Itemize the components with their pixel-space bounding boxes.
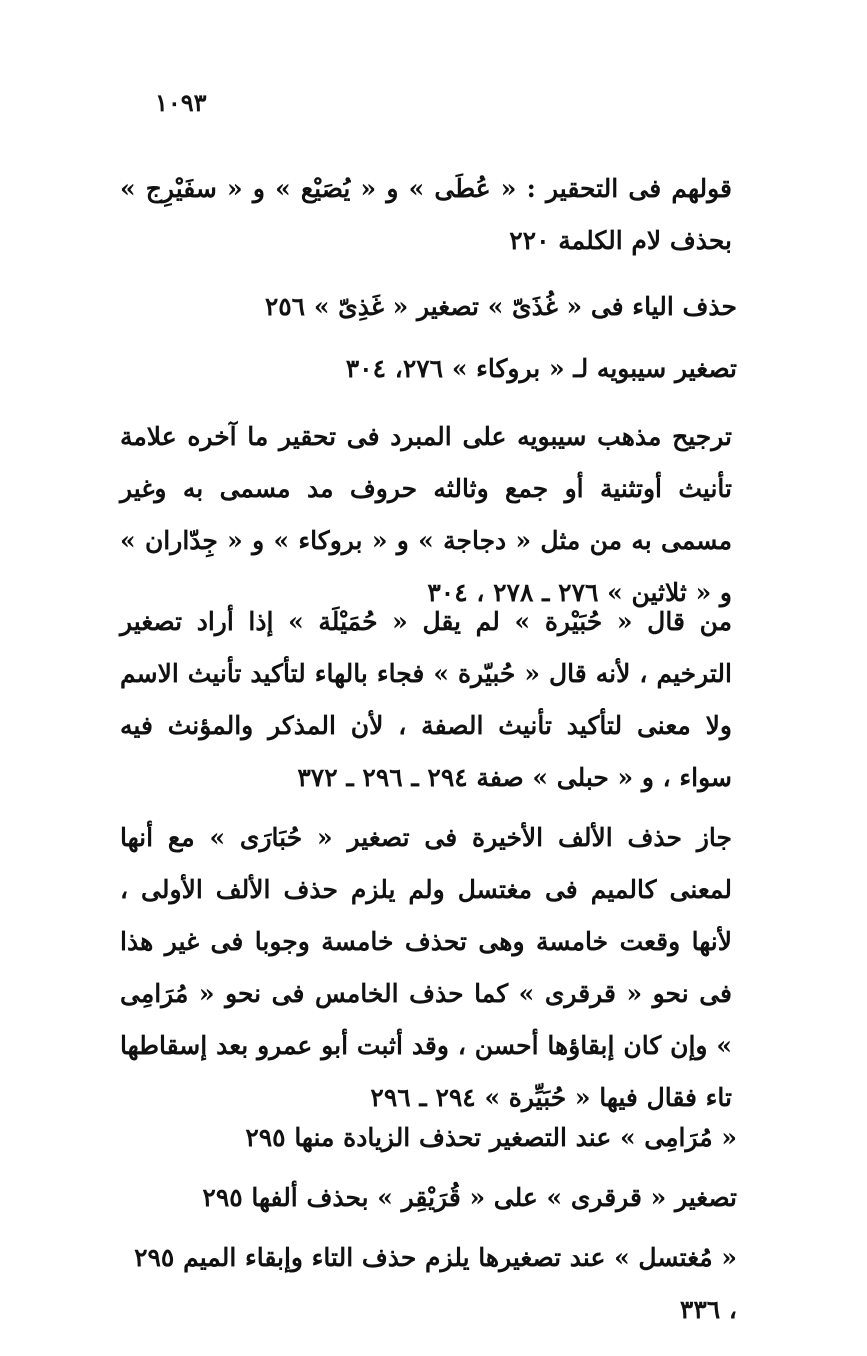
page-number: ١٠٩٣ xyxy=(155,88,207,117)
index-entry-7: « مُرَامِى » عند التصغير تحذف الزيادة منها ٢٩٥ xyxy=(245,1123,737,1152)
index-entry-4: ترجيح مذهب سيبويه على المبرد فى تحقير ما آخره علامة تأنيث أوتثنية أو جمع وثالثه حروف مد مسمى به وغير مسمى به من مثل « دجاجة » و « بروكاء » و « جِدّاران » و « ثلاثين » ٢٧٦ ـ ٢٧٨ ، ٣٠٤ xyxy=(120,422,732,607)
index-entry-9: « مُغتسل » عند تصغيرها يلزم حذف التاء وإبقاء الميم ٢٩٥ ، ٣٣٦ xyxy=(134,1243,737,1324)
index-entry-5: من قال « حُبَيْرة » لم يقل « حُمَيْلَة » إذا أراد تصغير الترخيم ، لأنه قال « حُبيّرة » فجاء بالهاء لتأكيد تأنيث الاسم ولا معنى لتأكيد تأنيث الصفة ، لأن المذكر والمؤنث فيه سواء ، و « حبلى » صفة ٢٩٤ ـ ٢٩٦ ـ ٣٧٢ xyxy=(120,607,732,792)
index-entry-1: قولهم فى التحقير : « عُطَى » و « يُصَيْع » و « سفَيْرِج » بحذف لام الكلمة ٢٢٠ xyxy=(120,174,732,255)
index-entry-2: حذف الياء فى « غُذَىّ » تصغير « غَذِىّ » ٢٥٦ xyxy=(264,292,737,321)
index-entry-6: جاز حذف الألف الأخيرة فى تصغير « حُبَارَى » مع أنها لمعنى كالميم فى مغتسل ولم يلزم حذف الألف الأولى ، لأنها وقعت خامسة وهى تحذف خامسة وجوبا فى غير هذا فى نحو « قرقرى » كما حذف الخامس فى نحو « مُرَامِى » وإن كان إبقاؤها أحسن ، وقد أثبت أبو عمرو بعد إسقاطها تاء فقال فيها « حُبَيِّرة » ٢٩٤ ـ ٢٩٦ xyxy=(120,823,732,1112)
index-entry-3: تصغير سيبويه لـ « بروكاء » ٢٧٦، ٣٠٤ xyxy=(345,354,737,383)
index-entry-8: تصغير « قرقرى » على « قُرَيْقِر » بحذف ألفها ٢٩٥ xyxy=(202,1183,737,1212)
